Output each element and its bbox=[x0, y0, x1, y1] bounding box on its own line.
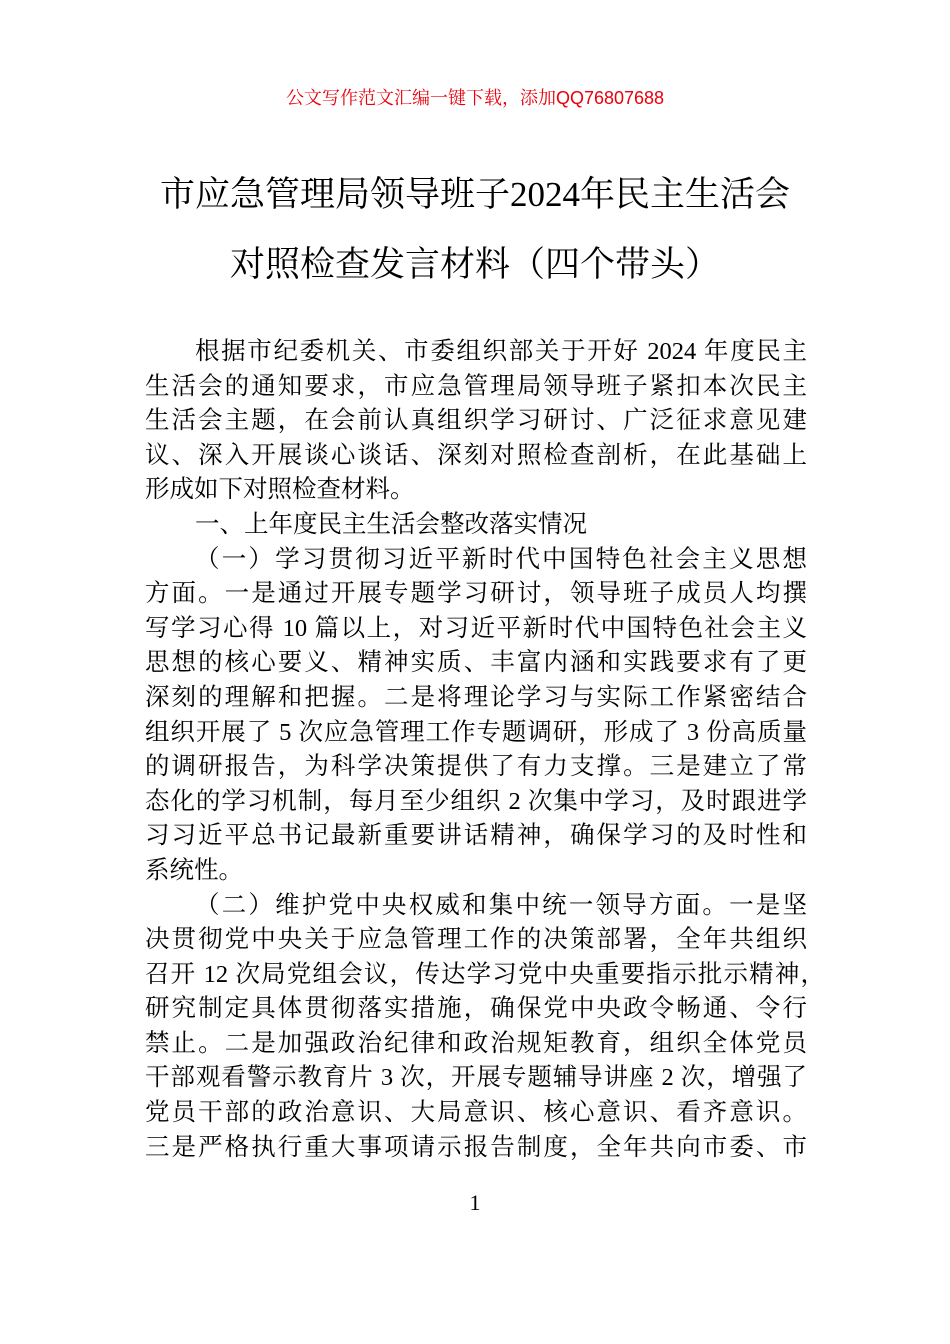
text-line: 一、上年度民主生活会整改落实情况 bbox=[195, 510, 587, 538]
document-title-line-2: 对照检查发言材料（四个带头） bbox=[229, 245, 720, 284]
text-line: （一）学习贯彻习近平新时代中国特色社会主义思想 bbox=[195, 545, 807, 573]
text-line: 深刻的理解和把握。二是将理论学习与实际工作紧密结合 bbox=[145, 683, 807, 711]
text-line: 召开 12 次局党组会议，传达学习党中央重要指示批示精神， bbox=[145, 960, 825, 988]
text-line: 决贯彻党中央关于应急管理工作的决策部署，全年共组织 bbox=[145, 926, 807, 954]
text-line: 的调研报告，为科学决策提供了有力支撑。三是建立了常 bbox=[145, 753, 807, 781]
text-line: 根据市纪委机关、市委组织部关于开好 2024 年度民主 bbox=[195, 338, 807, 365]
text-line: 系统性。 bbox=[145, 856, 243, 884]
text-line: 生活会主题，在会前认真组织学习研讨、广泛征求意见建 bbox=[145, 407, 807, 435]
text-line: 三是严格执行重大事项请示报告制度，全年共向市委、市 bbox=[145, 1133, 807, 1161]
watermark-header: 公文写作范文汇编一键下载，添加QQ76807688 bbox=[285, 88, 665, 108]
text-line: 思想的核心要义、精神实质、丰富内涵和实践要求有了更 bbox=[145, 649, 807, 677]
document-title-line-1: 市应急管理局领导班子2024年民主生活会 bbox=[159, 175, 790, 214]
text-line: 写学习心得 10 篇以上，对习近平新时代中国特色社会主义 bbox=[145, 614, 807, 642]
text-line: 方面。一是通过开展专题学习研讨，领导班子成员人均撰 bbox=[145, 580, 807, 608]
text-line: 研究制定具体贯彻落实措施，确保党中央政令畅通、令行 bbox=[145, 995, 807, 1023]
text-line: 形成如下对照检查材料。 bbox=[145, 476, 415, 504]
document-body bbox=[145, 335, 825, 1165]
text-line: 生活会的通知要求，市应急管理局领导班子紧扣本次民主 bbox=[145, 372, 807, 400]
text-line: 议、深入开展谈心谈话、深刻对照检查剖析，在此基础上 bbox=[145, 441, 807, 469]
text-line: 禁止。二是加强政治纪律和政治规矩教育，组织全体党员 bbox=[145, 1029, 807, 1057]
text-line: 党员干部的政治意识、大局意识、核心意识、看齐意识。 bbox=[145, 1099, 807, 1127]
text-line: （二）维护党中央权威和集中统一领导方面。一是坚 bbox=[195, 891, 807, 919]
text-line: 组织开展了 5 次应急管理工作专题调研，形成了 3 份高质量 bbox=[145, 718, 807, 746]
text-line: 态化的学习机制，每月至少组织 2 次集中学习，及时跟进学 bbox=[145, 787, 807, 815]
page-number: 1 bbox=[469, 1190, 481, 1215]
text-line: 习习近平总书记最新重要讲话精神，确保学习的及时性和 bbox=[145, 822, 807, 850]
text-line: 干部观看警示教育片 3 次，开展专题辅导讲座 2 次，增强了 bbox=[145, 1064, 807, 1092]
